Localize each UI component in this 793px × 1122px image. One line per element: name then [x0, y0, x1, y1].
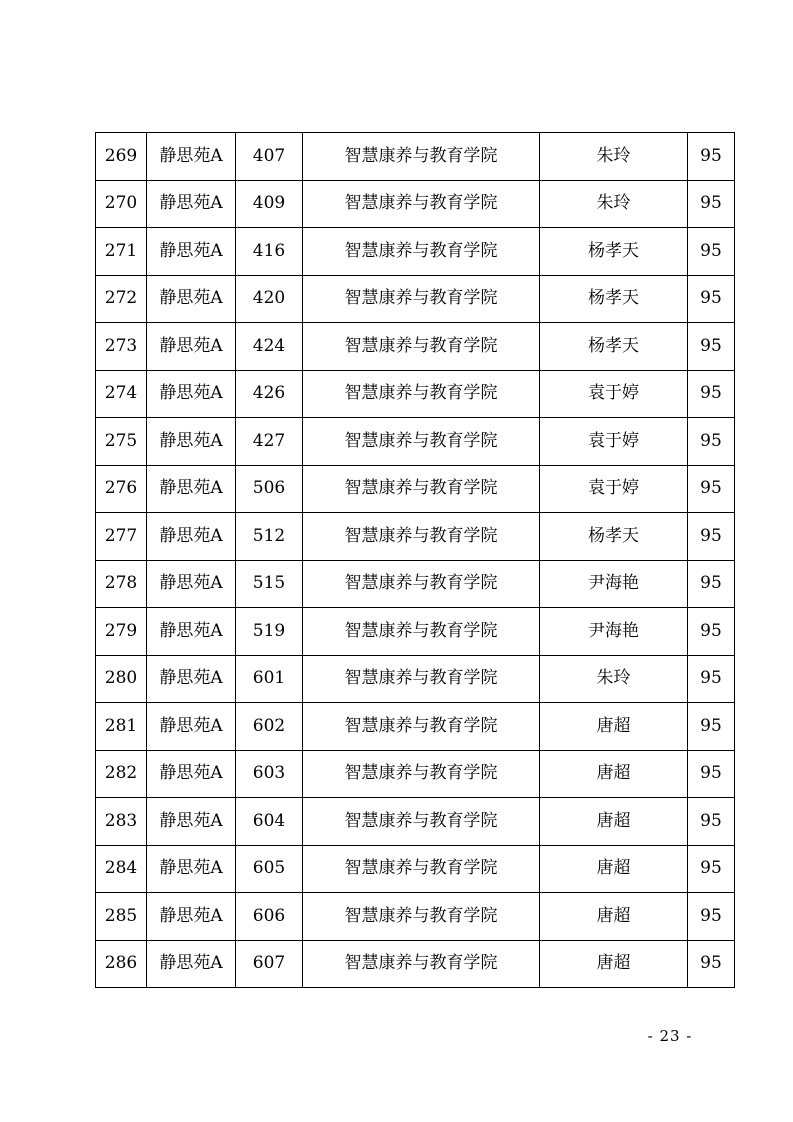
row-number-cell: 286 — [96, 940, 147, 988]
college-cell: 智慧康养与教育学院 — [303, 845, 540, 893]
page-number: - 23 - — [647, 1027, 693, 1045]
score-cell: 95 — [688, 370, 735, 418]
row-number-cell: 276 — [96, 465, 147, 513]
college-cell: 智慧康养与教育学院 — [303, 323, 540, 371]
row-number-cell: 275 — [96, 418, 147, 466]
building-cell: 静思苑A — [147, 465, 236, 513]
instructor-name-cell: 尹海艳 — [540, 608, 688, 656]
row-number-cell: 271 — [96, 228, 147, 276]
college-cell: 智慧康养与教育学院 — [303, 798, 540, 846]
building-cell: 静思苑A — [147, 940, 236, 988]
table-row — [96, 323, 735, 371]
room-number-cell: 409 — [236, 180, 303, 228]
table-row — [96, 608, 735, 656]
score-cell: 95 — [688, 275, 735, 323]
row-number-cell: 269 — [96, 133, 147, 181]
score-cell: 95 — [688, 608, 735, 656]
room-number-cell: 427 — [236, 418, 303, 466]
score-cell: 95 — [688, 845, 735, 893]
table-body — [96, 133, 735, 988]
room-number-cell: 407 — [236, 133, 303, 181]
building-cell: 静思苑A — [147, 180, 236, 228]
row-number-cell: 280 — [96, 655, 147, 703]
instructor-name-cell: 杨孝天 — [540, 323, 688, 371]
college-cell: 智慧康养与教育学院 — [303, 228, 540, 276]
score-cell: 95 — [688, 180, 735, 228]
table-row — [96, 465, 735, 513]
room-number-cell: 506 — [236, 465, 303, 513]
college-cell: 智慧康养与教育学院 — [303, 703, 540, 751]
college-cell: 智慧康养与教育学院 — [303, 893, 540, 941]
instructor-name-cell: 唐超 — [540, 750, 688, 798]
room-number-cell: 602 — [236, 703, 303, 751]
building-cell: 静思苑A — [147, 418, 236, 466]
college-cell: 智慧康养与教育学院 — [303, 513, 540, 561]
room-number-cell: 606 — [236, 893, 303, 941]
college-cell: 智慧康养与教育学院 — [303, 608, 540, 656]
table-row — [96, 560, 735, 608]
score-cell: 95 — [688, 703, 735, 751]
college-cell: 智慧康养与教育学院 — [303, 465, 540, 513]
score-cell: 95 — [688, 655, 735, 703]
row-number-cell: 285 — [96, 893, 147, 941]
room-number-cell: 416 — [236, 228, 303, 276]
score-cell: 95 — [688, 418, 735, 466]
score-cell: 95 — [688, 560, 735, 608]
instructor-name-cell: 朱玲 — [540, 180, 688, 228]
row-number-cell: 273 — [96, 323, 147, 371]
building-cell: 静思苑A — [147, 845, 236, 893]
score-cell: 95 — [688, 798, 735, 846]
row-number-cell: 281 — [96, 703, 147, 751]
room-number-cell: 605 — [236, 845, 303, 893]
row-number-cell: 279 — [96, 608, 147, 656]
building-cell: 静思苑A — [147, 323, 236, 371]
building-cell: 静思苑A — [147, 703, 236, 751]
building-cell: 静思苑A — [147, 275, 236, 323]
building-cell: 静思苑A — [147, 655, 236, 703]
table-row — [96, 180, 735, 228]
score-cell: 95 — [688, 465, 735, 513]
row-number-cell: 270 — [96, 180, 147, 228]
instructor-name-cell: 唐超 — [540, 703, 688, 751]
room-number-cell: 420 — [236, 275, 303, 323]
score-cell: 95 — [688, 228, 735, 276]
room-number-cell: 601 — [236, 655, 303, 703]
dormitory-score-table — [95, 132, 735, 988]
instructor-name-cell: 袁于婷 — [540, 418, 688, 466]
score-cell: 95 — [688, 133, 735, 181]
table-row — [96, 370, 735, 418]
row-number-cell: 283 — [96, 798, 147, 846]
instructor-name-cell: 杨孝天 — [540, 513, 688, 561]
room-number-cell: 426 — [236, 370, 303, 418]
table-row — [96, 845, 735, 893]
building-cell: 静思苑A — [147, 893, 236, 941]
table-row — [96, 418, 735, 466]
college-cell: 智慧康养与教育学院 — [303, 750, 540, 798]
college-cell: 智慧康养与教育学院 — [303, 940, 540, 988]
instructor-name-cell: 唐超 — [540, 893, 688, 941]
score-cell: 95 — [688, 940, 735, 988]
row-number-cell: 277 — [96, 513, 147, 561]
instructor-name-cell: 唐超 — [540, 940, 688, 988]
score-cell: 95 — [688, 513, 735, 561]
building-cell: 静思苑A — [147, 513, 236, 561]
table-row — [96, 275, 735, 323]
college-cell: 智慧康养与教育学院 — [303, 655, 540, 703]
building-cell: 静思苑A — [147, 560, 236, 608]
table-row — [96, 655, 735, 703]
score-cell: 95 — [688, 750, 735, 798]
instructor-name-cell: 杨孝天 — [540, 228, 688, 276]
room-number-cell: 519 — [236, 608, 303, 656]
row-number-cell: 272 — [96, 275, 147, 323]
room-number-cell: 512 — [236, 513, 303, 561]
table-row — [96, 133, 735, 181]
room-number-cell: 607 — [236, 940, 303, 988]
instructor-name-cell: 尹海艳 — [540, 560, 688, 608]
table-row — [96, 513, 735, 561]
instructor-name-cell: 唐超 — [540, 798, 688, 846]
row-number-cell: 274 — [96, 370, 147, 418]
row-number-cell: 282 — [96, 750, 147, 798]
room-number-cell: 604 — [236, 798, 303, 846]
building-cell: 静思苑A — [147, 133, 236, 181]
instructor-name-cell: 唐超 — [540, 845, 688, 893]
table-row — [96, 750, 735, 798]
building-cell: 静思苑A — [147, 608, 236, 656]
college-cell: 智慧康养与教育学院 — [303, 133, 540, 181]
instructor-name-cell: 朱玲 — [540, 133, 688, 181]
building-cell: 静思苑A — [147, 228, 236, 276]
row-number-cell: 278 — [96, 560, 147, 608]
room-number-cell: 424 — [236, 323, 303, 371]
college-cell: 智慧康养与教育学院 — [303, 275, 540, 323]
table-row — [96, 940, 735, 988]
college-cell: 智慧康养与教育学院 — [303, 180, 540, 228]
room-number-cell: 515 — [236, 560, 303, 608]
college-cell: 智慧康养与教育学院 — [303, 370, 540, 418]
instructor-name-cell: 袁于婷 — [540, 465, 688, 513]
instructor-name-cell: 袁于婷 — [540, 370, 688, 418]
row-number-cell: 284 — [96, 845, 147, 893]
table-row — [96, 703, 735, 751]
building-cell: 静思苑A — [147, 370, 236, 418]
table-row — [96, 893, 735, 941]
table-row — [96, 228, 735, 276]
instructor-name-cell: 杨孝天 — [540, 275, 688, 323]
room-number-cell: 603 — [236, 750, 303, 798]
instructor-name-cell: 朱玲 — [540, 655, 688, 703]
score-cell: 95 — [688, 893, 735, 941]
table-row — [96, 798, 735, 846]
college-cell: 智慧康养与教育学院 — [303, 560, 540, 608]
building-cell: 静思苑A — [147, 798, 236, 846]
score-cell: 95 — [688, 323, 735, 371]
building-cell: 静思苑A — [147, 750, 236, 798]
college-cell: 智慧康养与教育学院 — [303, 418, 540, 466]
